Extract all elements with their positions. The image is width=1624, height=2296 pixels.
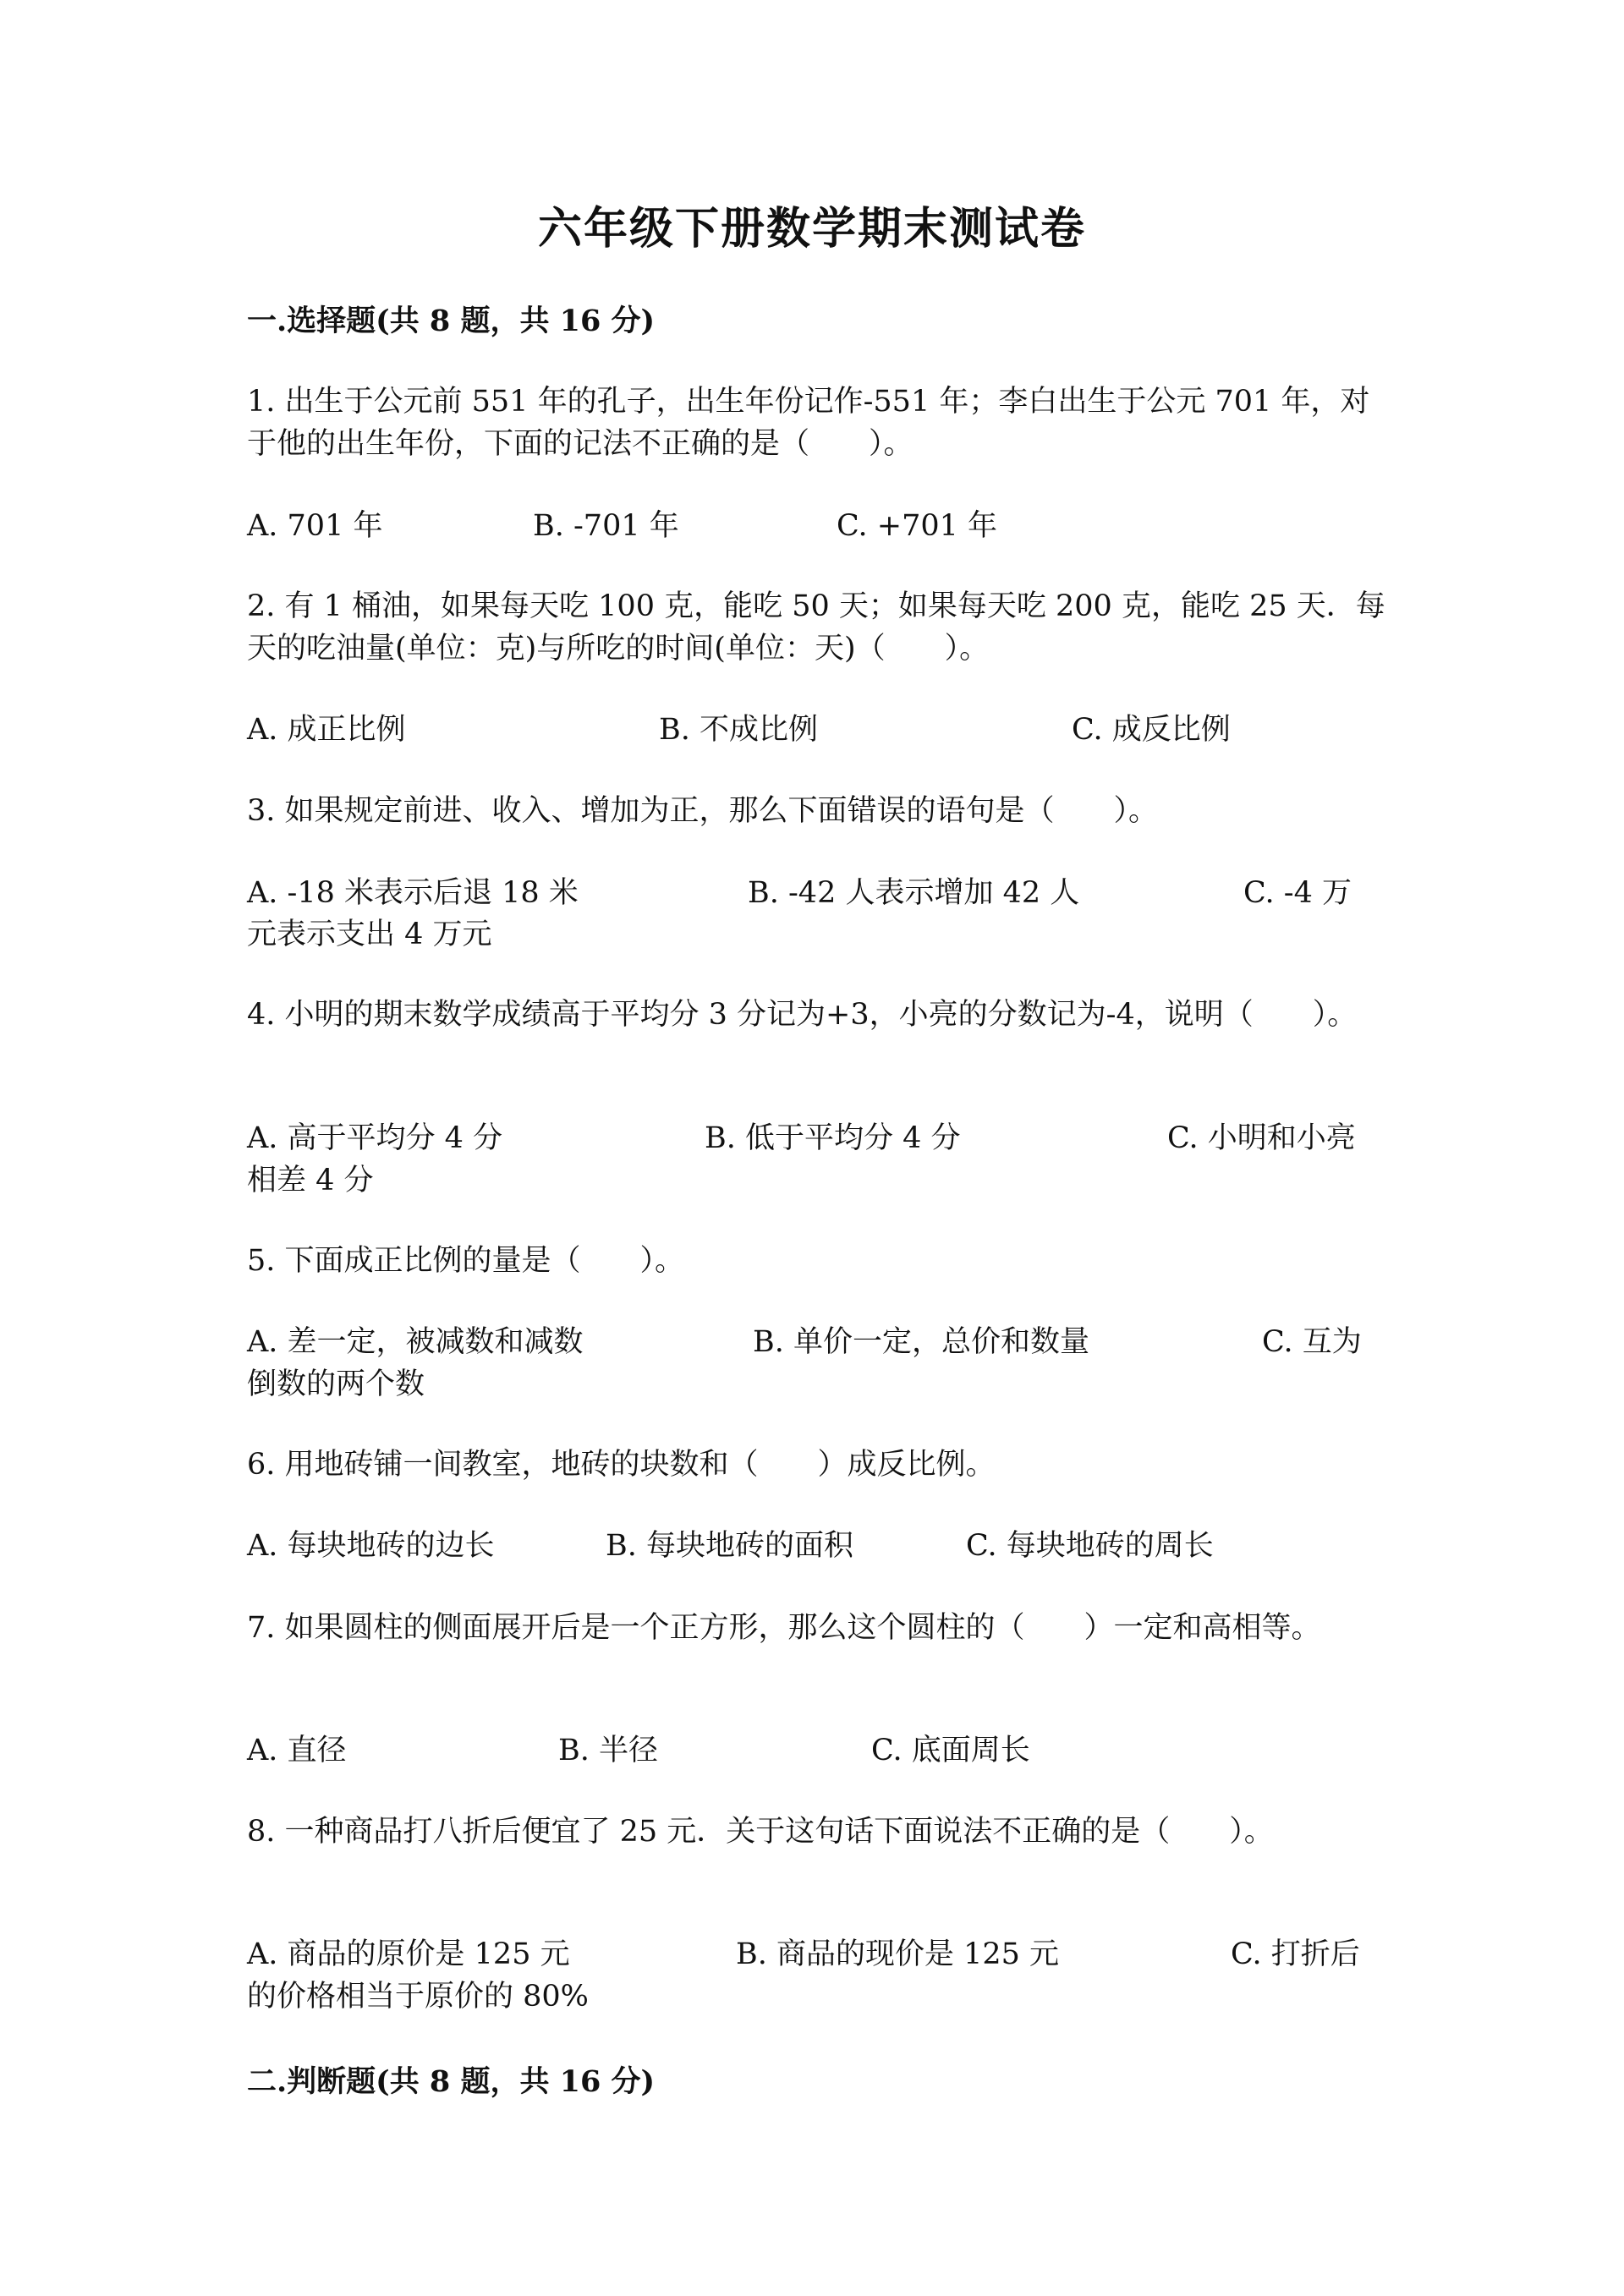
- option-2a: A. 成正比例: [247, 713, 406, 747]
- option-8b: B. 商品的现价是 125 元: [736, 1937, 1060, 1971]
- option-7c: C. 底面周长: [871, 1734, 1030, 1767]
- option-1c: C. +701 年: [837, 509, 998, 543]
- option-1a: A. 701 年: [247, 509, 383, 543]
- question-8: 8. 一种商品打八折后便宜了 25 元．关于这句话下面说法不正确的是（ ）。: [247, 1815, 1274, 1849]
- question-3: 3. 如果规定前进、收入、增加为正，那么下面错误的语句是（ ）。: [247, 794, 1159, 828]
- option-6b: B. 每块地砖的面积: [606, 1529, 853, 1563]
- option-4c: C. 小明和小亮: [1167, 1121, 1356, 1155]
- option-4a: A. 高于平均分 4 分: [247, 1121, 503, 1155]
- option-3b: B. -42 人表示增加 42 人: [748, 876, 1080, 910]
- section-heading-choice: 一.选择题(共 8 题，共 16 分): [247, 304, 656, 338]
- options-3: [247, 872, 1397, 914]
- option-8c: C. 打折后: [1231, 1937, 1360, 1971]
- option-1b: B. -701 年: [533, 509, 679, 543]
- option-5b: B. 单价一定，总价和数量: [753, 1325, 1089, 1359]
- options-5: [247, 1321, 1397, 1363]
- option-5a: A. 差一定，被减数和减数: [247, 1325, 584, 1359]
- options-1: [247, 505, 1397, 547]
- options-2: [247, 709, 1397, 751]
- option-4b: B. 低于平均分 4 分: [705, 1121, 961, 1155]
- question-7: 7. 如果圆柱的侧面展开后是一个正方形，那么这个圆柱的（ ）一定和高相等。: [247, 1611, 1321, 1645]
- option-3a: A. -18 米表示后退 18 米: [247, 876, 579, 910]
- question-4: 4. 小明的期末数学成绩高于平均分 3 分记为+3，小亮的分数记为-4，说明（ ）。: [247, 998, 1358, 1032]
- option-6a: A. 每块地砖的边长: [247, 1529, 495, 1563]
- options-4: [247, 1117, 1397, 1159]
- option-7b: B. 半径: [558, 1734, 658, 1767]
- option-6c: C. 每块地砖的周长: [966, 1529, 1214, 1563]
- option-5c-continued: 倒数的两个数: [247, 1367, 425, 1401]
- question-1: 1. 出生于公元前 551 年的孔子，出生年份记作-551 年；李白出生于公元 701 年，对于他的出生年份，下面的记法不正确的是（ ）。: [247, 385, 1370, 461]
- option-2b: B. 不成比例: [659, 713, 818, 747]
- options-8: [247, 1933, 1397, 1975]
- option-5c: C. 互为: [1262, 1325, 1362, 1359]
- option-4c-continued: 相差 4 分: [247, 1164, 374, 1197]
- option-7a: A. 直径: [247, 1734, 347, 1767]
- question-6: 6. 用地砖铺一间教室，地砖的块数和（ ）成反比例。: [247, 1448, 996, 1482]
- question-2: 2. 有 1 桶油，如果每天吃 100 克，能吃 50 天；如果每天吃 200 克，能吃 25 天．每天的吃油量(单位：克)与所吃的时间(单位：天)（ ）。: [247, 589, 1385, 666]
- option-8a: A. 商品的原价是 125 元: [247, 1937, 570, 1971]
- option-2c: C. 成反比例: [1072, 713, 1231, 747]
- options-7: [247, 1729, 1397, 1772]
- section-heading-judgment: 二.判断题(共 8 题，共 16 分): [247, 2064, 656, 2099]
- option-3c-continued: 元表示支出 4 万元: [247, 918, 492, 951]
- page-title: 六年级下册数学期末测试卷: [537, 203, 1086, 255]
- options-6: [247, 1525, 1397, 1567]
- option-3c: C. -4 万: [1243, 876, 1352, 910]
- question-5: 5. 下面成正比例的量是（ ）。: [247, 1244, 685, 1278]
- option-8c-continued: 的价格相当于原价的 80%: [247, 1980, 589, 2014]
